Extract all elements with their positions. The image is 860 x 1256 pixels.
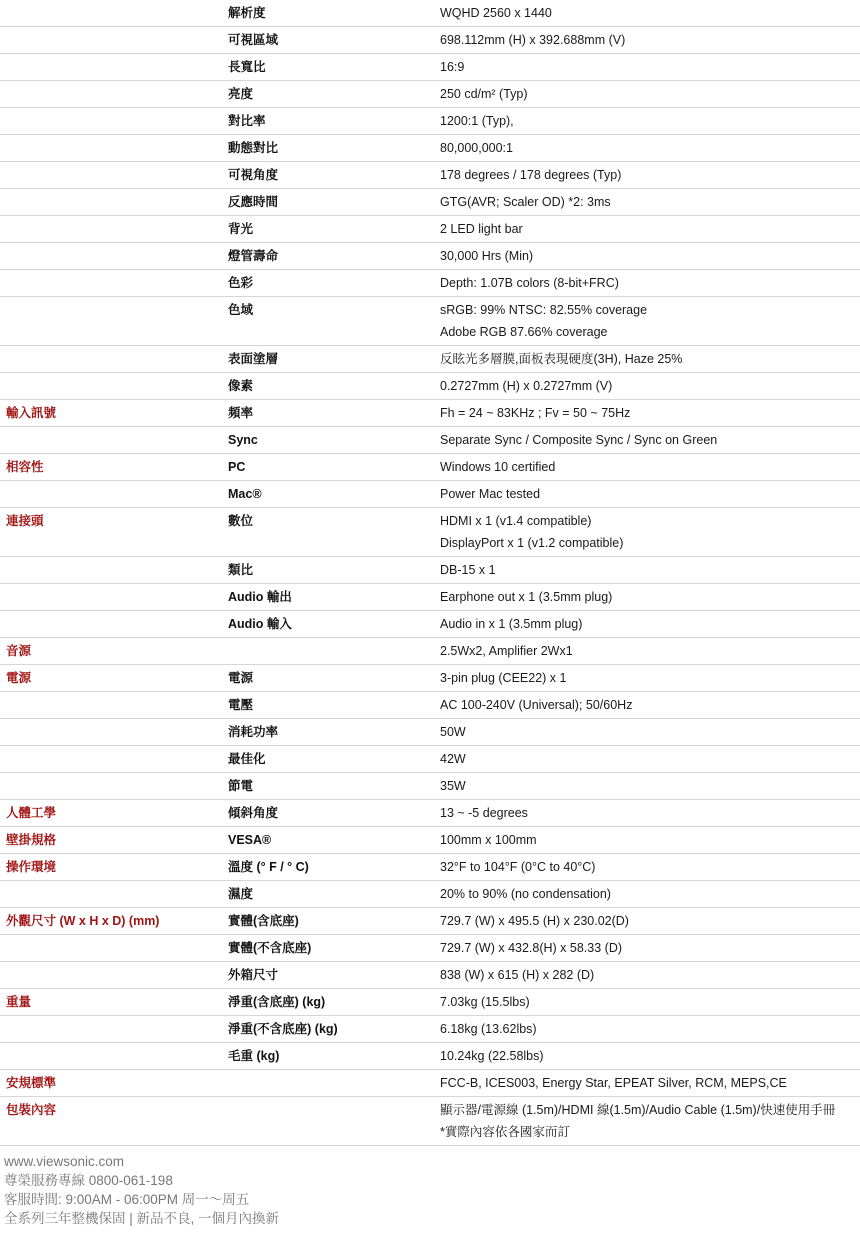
spec-row <box>0 481 860 508</box>
spec-value <box>440 54 860 81</box>
spec-category <box>0 692 228 719</box>
spec-row <box>0 427 860 454</box>
spec-row <box>0 854 860 881</box>
spec-label <box>228 1097 440 1146</box>
spec-row <box>0 1043 860 1070</box>
spec-row <box>0 27 860 54</box>
spec-row <box>0 935 860 962</box>
spec-value <box>440 908 860 935</box>
spec-category: 輸入訊號 <box>6 406 57 420</box>
spec-row <box>0 0 860 27</box>
spec-row <box>0 1097 860 1146</box>
spec-category <box>0 54 228 81</box>
spec-category <box>0 243 228 270</box>
spec-category <box>0 557 228 584</box>
spec-value <box>440 481 860 508</box>
spec-value-line: 20% to 90% (no condensation) <box>440 887 611 901</box>
spec-value-line: 2.5Wx2, Amplifier 2Wx1 <box>440 644 573 658</box>
spec-row <box>0 297 860 346</box>
spec-category <box>0 108 228 135</box>
website-link[interactable]: www.viewsonic.com <box>4 1154 125 1169</box>
spec-row <box>0 270 860 297</box>
spec-value-line: Fh = 24 ~ 83KHz ; Fv = 50 ~ 75Hz <box>440 406 631 420</box>
spec-category <box>0 1016 228 1043</box>
spec-row <box>0 557 860 584</box>
footer-line: 客服時間: 9:00AM - 06:00PM 周一～周五 <box>4 1192 250 1207</box>
spec-category <box>0 962 228 989</box>
spec-label: PC <box>228 460 246 474</box>
spec-label: 溫度 (° F / ° C) <box>228 860 309 874</box>
spec-value-line: 10.24kg (22.58lbs) <box>440 1049 544 1063</box>
spec-category: 音源 <box>6 644 32 658</box>
spec-row <box>0 584 860 611</box>
spec-value-line: Depth: 1.07B colors (8-bit+FRC) <box>440 276 619 290</box>
spec-label: 色彩 <box>228 276 254 290</box>
spec-category <box>0 270 228 297</box>
spec-category <box>0 719 228 746</box>
spec-value-line: 13 ~ -5 degrees <box>440 806 528 820</box>
spec-category <box>0 611 228 638</box>
spec-row <box>0 800 860 827</box>
spec-category <box>0 427 228 454</box>
spec-row <box>0 162 860 189</box>
spec-category <box>0 27 228 54</box>
spec-label: 燈管壽命 <box>228 249 279 263</box>
footer-line: 尊榮服務專線 0800-061-198 <box>4 1173 173 1188</box>
spec-label: 淨重(含底座) (kg) <box>228 995 326 1009</box>
spec-label: 電源 <box>228 671 254 685</box>
spec-value-line: 100mm x 100mm <box>440 833 537 847</box>
spec-value-line: Separate Sync / Composite Sync / Sync on Green <box>440 433 718 447</box>
spec-value <box>440 135 860 162</box>
spec-row <box>0 135 860 162</box>
spec-value <box>440 270 860 297</box>
spec-row <box>0 908 860 935</box>
spec-value <box>440 935 860 962</box>
spec-value <box>440 962 860 989</box>
spec-label: 實體(含底座) <box>228 914 299 928</box>
spec-row <box>0 881 860 908</box>
spec-value-line: WQHD 2560 x 1440 <box>440 6 552 20</box>
spec-value-line: Windows 10 certified <box>440 460 556 474</box>
spec-value <box>440 189 860 216</box>
spec-label: 類比 <box>228 563 254 577</box>
spec-category: 連接頭 <box>6 514 44 528</box>
spec-category <box>0 162 228 189</box>
spec-value <box>440 638 860 665</box>
spec-row <box>0 81 860 108</box>
spec-value <box>440 508 860 557</box>
spec-value-line: 3-pin plug (CEE22) x 1 <box>440 671 567 685</box>
spec-category: 人體工學 <box>6 806 57 820</box>
spec-row <box>0 827 860 854</box>
spec-value <box>440 584 860 611</box>
spec-label: Sync <box>228 433 258 447</box>
spec-value <box>440 27 860 54</box>
spec-value-line: FCC-B, ICES003, Energy Star, EPEAT Silver, RCM, MEPS,CE <box>440 1076 787 1090</box>
spec-label: 毛重 (kg) <box>228 1049 280 1063</box>
spec-category <box>0 881 228 908</box>
spec-value-line: DisplayPort x 1 (v1.2 compatible) <box>440 536 624 550</box>
spec-value-line: 16:9 <box>440 60 465 74</box>
spec-row <box>0 692 860 719</box>
spec-label: 可視角度 <box>228 168 279 182</box>
spec-row <box>0 773 860 800</box>
spec-label: 淨重(不含底座) (kg) <box>228 1022 338 1036</box>
spec-category <box>0 773 228 800</box>
spec-category: 外觀尺寸 (W x H x D) (mm) <box>6 914 160 928</box>
spec-label: Audio 輸出 <box>228 590 292 604</box>
spec-value-line: 反眩光多層膜,面板表現硬度(3H), Haze 25% <box>440 352 683 366</box>
spec-value-line: 2 LED light bar <box>440 222 523 236</box>
spec-label: VESA® <box>228 833 272 847</box>
spec-category <box>0 346 228 373</box>
spec-row <box>0 373 860 400</box>
spec-row <box>0 216 860 243</box>
spec-value-line: Earphone out x 1 (3.5mm plug) <box>440 590 613 604</box>
spec-category <box>0 584 228 611</box>
spec-row <box>0 454 860 481</box>
spec-value <box>440 989 860 1016</box>
spec-label: 像素 <box>228 379 254 393</box>
spec-label: Audio 輸入 <box>228 617 292 631</box>
spec-row <box>0 719 860 746</box>
spec-value-line: 178 degrees / 178 degrees (Typ) <box>440 168 622 182</box>
spec-value <box>440 400 860 427</box>
spec-value-line: DB-15 x 1 <box>440 563 496 577</box>
spec-value <box>440 162 860 189</box>
spec-value <box>440 854 860 881</box>
spec-label: 實體(不含底座) <box>228 941 312 955</box>
spec-label <box>228 638 440 665</box>
spec-row <box>0 746 860 773</box>
spec-value <box>440 1097 860 1146</box>
spec-value <box>440 800 860 827</box>
spec-value <box>440 827 860 854</box>
spec-category: 安規標準 <box>6 1076 57 1090</box>
spec-value <box>440 346 860 373</box>
spec-row <box>0 243 860 270</box>
spec-label: 消耗功率 <box>228 725 279 739</box>
spec-label: 節電 <box>228 779 254 793</box>
spec-label: 表面塗層 <box>228 352 279 366</box>
spec-label: 頻率 <box>228 406 254 420</box>
spec-value <box>440 1016 860 1043</box>
spec-category: 重量 <box>6 995 32 1009</box>
spec-label: 亮度 <box>228 87 254 101</box>
spec-value <box>440 243 860 270</box>
spec-value-line: 42W <box>440 752 466 766</box>
spec-category <box>0 189 228 216</box>
spec-category <box>0 481 228 508</box>
spec-row <box>0 189 860 216</box>
spec-value-line: 30,000 Hrs (Min) <box>440 249 534 263</box>
spec-label: 動態對比 <box>228 141 279 155</box>
spec-label: 長寬比 <box>228 60 266 74</box>
spec-row <box>0 400 860 427</box>
spec-value-line: 35W <box>440 779 466 793</box>
spec-value-line: Adobe RGB 87.66% coverage <box>440 325 608 339</box>
spec-label: 外箱尺寸 <box>228 968 279 982</box>
spec-value <box>440 81 860 108</box>
spec-row <box>0 962 860 989</box>
spec-value <box>440 746 860 773</box>
spec-value-line: 50W <box>440 725 466 739</box>
spec-value <box>440 1070 860 1097</box>
spec-value <box>440 297 860 346</box>
spec-label: 濕度 <box>228 887 254 901</box>
spec-category <box>0 746 228 773</box>
spec-label: 數位 <box>228 514 254 528</box>
spec-value-line: Power Mac tested <box>440 487 541 501</box>
spec-value-line: 729.7 (W) x 432.8(H) x 58.33 (D) <box>440 941 623 955</box>
spec-category <box>0 373 228 400</box>
spec-value <box>440 665 860 692</box>
spec-label: 電壓 <box>228 698 254 712</box>
spec-category: 壁掛規格 <box>6 833 57 847</box>
spec-row <box>0 346 860 373</box>
spec-value-line: 729.7 (W) x 495.5 (H) x 230.02(D) <box>440 914 629 928</box>
spec-category <box>0 0 228 27</box>
spec-label: 對比率 <box>228 114 266 128</box>
spec-value-line: 0.2727mm (H) x 0.2727mm (V) <box>440 379 613 393</box>
spec-category: 包裝內容 <box>6 1103 57 1117</box>
spec-value <box>440 0 860 27</box>
spec-value-line: *實際內容依各國家而訂 <box>440 1125 570 1139</box>
spec-value <box>440 773 860 800</box>
spec-value-line: GTG(AVR; Scaler OD) *2: 3ms <box>440 195 611 209</box>
spec-label: 解析度 <box>228 6 266 20</box>
spec-row <box>0 1070 860 1097</box>
spec-row <box>0 108 860 135</box>
spec-value-line: HDMI x 1 (v1.4 compatible) <box>440 514 592 528</box>
spec-label: 背光 <box>228 222 254 236</box>
spec-label: 可視區域 <box>228 33 279 47</box>
spec-value-line: 6.18kg (13.62lbs) <box>440 1022 537 1036</box>
spec-value <box>440 108 860 135</box>
spec-category <box>0 81 228 108</box>
spec-value-line: 80,000,000:1 <box>440 141 513 155</box>
spec-value <box>440 427 860 454</box>
spec-value <box>440 1043 860 1070</box>
spec-value-line: 1200:1 (Typ), <box>440 114 514 128</box>
spec-value-line: 7.03kg (15.5lbs) <box>440 995 530 1009</box>
spec-row <box>0 508 860 557</box>
footer-line: 全系列三年整機保固 | 新品不良, 一個月內換新 <box>4 1211 280 1226</box>
spec-value <box>440 719 860 746</box>
spec-category: 電源 <box>6 671 32 685</box>
footer-contact <box>4 1152 279 1228</box>
spec-value <box>440 373 860 400</box>
spec-value <box>440 881 860 908</box>
spec-category <box>0 135 228 162</box>
spec-row <box>0 54 860 81</box>
spec-label: 色域 <box>228 303 254 317</box>
spec-value <box>440 216 860 243</box>
spec-row <box>0 665 860 692</box>
spec-category <box>0 1043 228 1070</box>
spec-value-line: sRGB: 99% NTSC: 82.55% coverage <box>440 303 648 317</box>
spec-value <box>440 454 860 481</box>
spec-category: 相容性 <box>6 460 44 474</box>
spec-value-line: 顯示器/電源線 (1.5m)/HDMI 線(1.5m)/Audio Cable (1.5m)/快速使用手冊 <box>440 1103 836 1117</box>
spec-row <box>0 1016 860 1043</box>
spec-value <box>440 611 860 638</box>
spec-category: 操作環境 <box>6 860 57 874</box>
spec-row <box>0 611 860 638</box>
spec-value <box>440 692 860 719</box>
spec-value-line: AC 100-240V (Universal); 50/60Hz <box>440 698 633 712</box>
spec-value-line: Audio in x 1 (3.5mm plug) <box>440 617 583 631</box>
spec-category <box>0 935 228 962</box>
spec-label: 反應時間 <box>228 195 279 209</box>
spec-category <box>0 297 228 346</box>
spec-label: Mac® <box>228 487 262 501</box>
spec-value-line: 698.112mm (H) x 392.688mm (V) <box>440 33 626 47</box>
spec-value-line: 32°F to 104°F (0°C to 40°C) <box>440 860 596 874</box>
spec-value-line: 250 cd/m² (Typ) <box>440 87 528 101</box>
spec-row <box>0 989 860 1016</box>
spec-label <box>228 1070 440 1097</box>
spec-value <box>440 557 860 584</box>
spec-label: 最佳化 <box>228 752 266 766</box>
spec-label: 傾斜角度 <box>228 806 279 820</box>
spec-category <box>0 216 228 243</box>
spec-value-line: 838 (W) x 615 (H) x 282 (D) <box>440 968 595 982</box>
spec-row <box>0 638 860 665</box>
